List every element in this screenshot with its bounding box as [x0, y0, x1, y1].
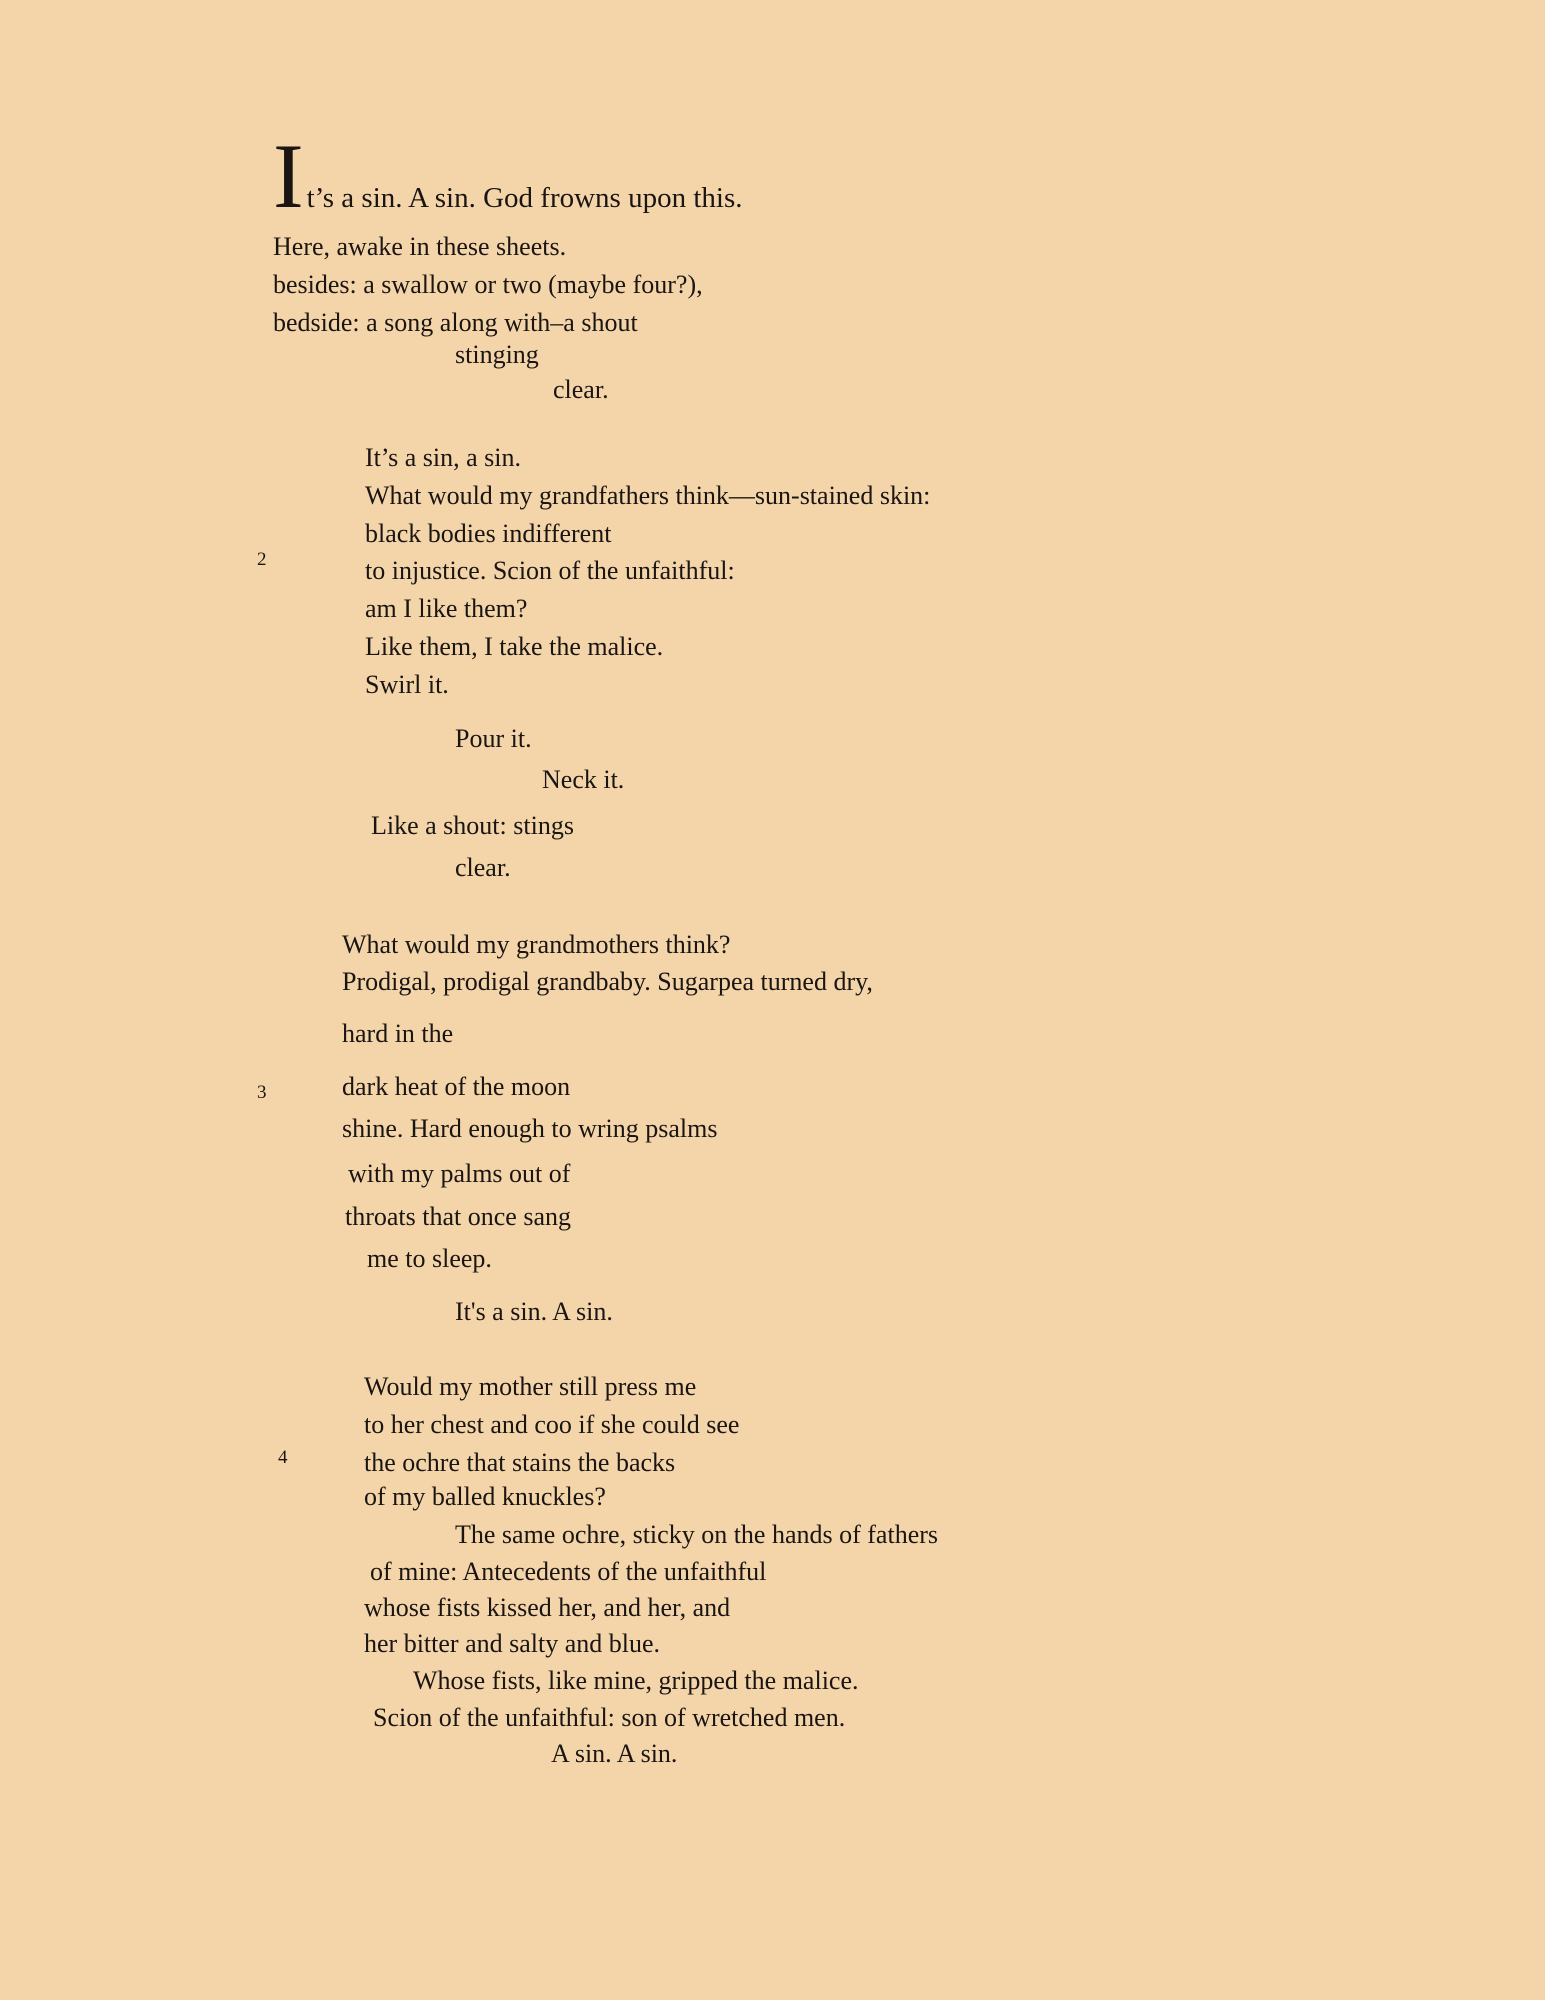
- section2-line: clear.: [455, 853, 511, 882]
- section4-line: the ochre that stains the backs: [364, 1448, 676, 1477]
- section1-line: clear.: [553, 375, 609, 404]
- section2-line: Pour it.: [455, 724, 532, 753]
- section-number: 3: [257, 1082, 267, 1103]
- section2-line: Like them, I take the malice.: [365, 632, 664, 661]
- section3-line: me to sleep.: [367, 1244, 492, 1273]
- section2-line: Swirl it.: [365, 670, 449, 699]
- section2-line: What would my grandfathers think—sun-stained skin:: [365, 481, 931, 510]
- section-number: 4: [278, 1447, 288, 1468]
- section2-line: Neck it.: [542, 765, 625, 794]
- section3-line: dark heat of the moon: [342, 1072, 571, 1101]
- section1-line: besides: a swallow or two (maybe four?),: [273, 270, 703, 299]
- opening-line-text: t’s a sin. A sin. God frowns upon this.: [306, 182, 743, 214]
- section3-line: It's a sin. A sin.: [455, 1297, 613, 1326]
- section3-line: throats that once sang: [345, 1202, 571, 1231]
- section2-line: black bodies indifferent: [365, 519, 612, 548]
- section3-line: What would my grandmothers think?: [342, 930, 731, 959]
- section4-line: of my balled knuckles?: [364, 1482, 606, 1511]
- section3-line: with my palms out of: [348, 1159, 571, 1188]
- section4-line: Whose fists, like mine, gripped the malice.: [413, 1666, 859, 1695]
- section4-line: whose fists kissed her, and her, and: [364, 1593, 731, 1622]
- section3-line: Prodigal, prodigal grandbaby. Sugarpea turned dry,: [342, 967, 873, 996]
- section4-line: her bitter and salty and blue.: [364, 1629, 661, 1658]
- section3-line: hard in the: [342, 1019, 454, 1048]
- section1-line: bedside: a song along with–a shout: [273, 308, 638, 337]
- section4-line: Would my mother still press me: [364, 1372, 697, 1401]
- section4-line: A sin. A sin.: [551, 1739, 678, 1768]
- section2-line: It’s a sin, a sin.: [365, 443, 521, 472]
- drop-cap: I: [273, 125, 304, 227]
- section3-line: shine. Hard enough to wring psalms: [342, 1114, 718, 1143]
- section2-line: to injustice. Scion of the unfaithful:: [365, 556, 735, 585]
- section2-line: Like a shout: stings: [371, 811, 574, 840]
- section2-line: am I like them?: [365, 594, 528, 623]
- section4-line: of mine: Antecedents of the unfaithful: [370, 1557, 767, 1586]
- section1-line: stinging: [455, 340, 539, 369]
- opening-line: [273, 125, 743, 227]
- section1-line: Here, awake in these sheets.: [273, 232, 567, 261]
- section4-line: The same ochre, sticky on the hands of fathers: [455, 1520, 939, 1549]
- section4-line: to her chest and coo if she could see: [364, 1410, 740, 1439]
- section4-line: Scion of the unfaithful: son of wretched men.: [373, 1703, 846, 1732]
- section-number: 2: [257, 549, 267, 570]
